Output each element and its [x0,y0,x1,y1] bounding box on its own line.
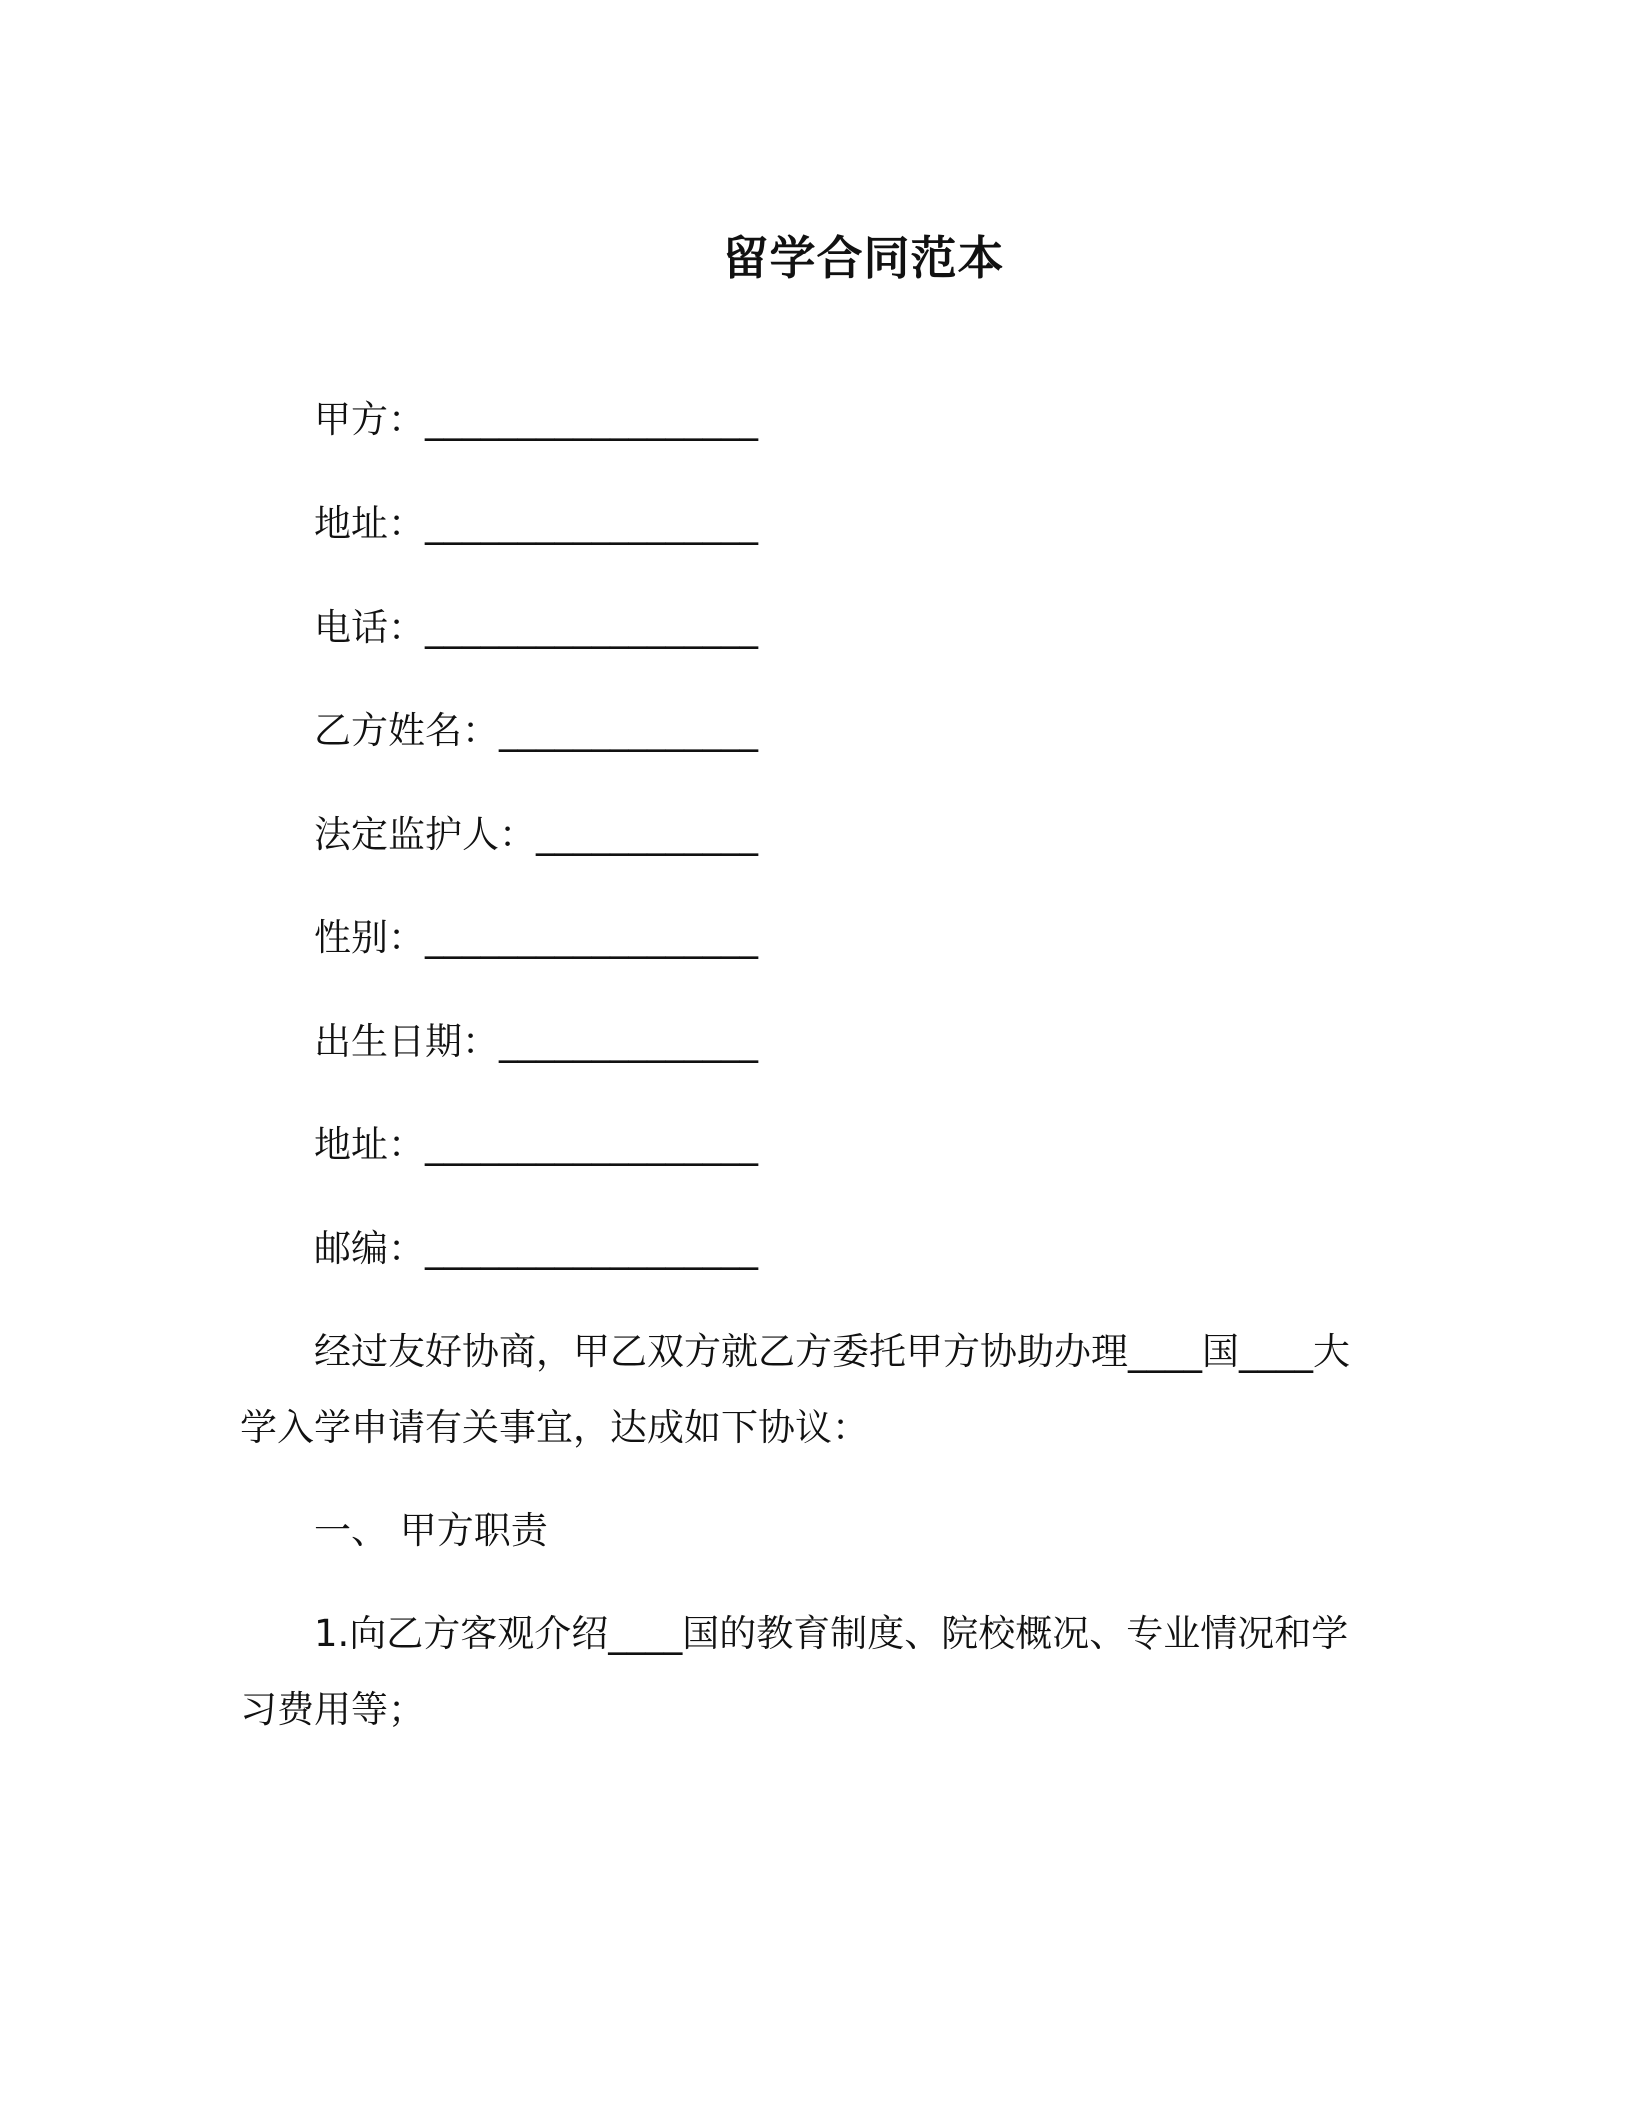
field-label: 性别： [314,916,425,959]
field-blank: __________________ [425,916,758,959]
intro-paragraph-line1: 经过友好协商，甲乙双方就乙方委托甲方协助办理____国____大 [314,1330,1350,1373]
field-birth-date [314,1018,758,1066]
field-party-b-name [314,707,758,755]
field-label: 甲方： [314,398,425,441]
field-label: 地址： [314,502,425,545]
field-address-b [314,1121,758,1169]
field-guardian [314,811,758,859]
section-heading-party-a-duties: 一、 甲方职责 [314,1509,548,1552]
item-1-line1: 1.向乙方客观介绍____国的教育制度、院校概况、专业情况和学 [314,1612,1349,1655]
field-blank: __________________ [425,398,758,441]
field-gender [314,914,758,962]
field-party-a [314,396,758,444]
field-blank: __________________ [425,1123,758,1166]
field-label: 乙方姓名： [314,709,499,752]
field-blank: __________________ [425,606,758,649]
item-1-line2: 习费用等； [240,1688,425,1731]
field-blank: ______________ [499,1020,758,1063]
field-label: 邮编： [314,1227,425,1270]
field-phone [314,604,758,652]
field-address-a [314,500,758,548]
field-blank: ____________ [536,813,758,856]
field-postcode [314,1225,758,1273]
field-label: 地址： [314,1123,425,1166]
field-label: 出生日期： [314,1020,499,1063]
field-blank: __________________ [425,1227,758,1270]
field-label: 法定监护人： [314,813,536,856]
field-blank: __________________ [425,502,758,545]
field-label: 电话： [314,606,425,649]
document-title: 留学合同范本 [722,231,1005,285]
field-blank: ______________ [499,709,758,752]
intro-paragraph-line2: 学入学申请有关事宜，达成如下协议： [240,1406,869,1449]
